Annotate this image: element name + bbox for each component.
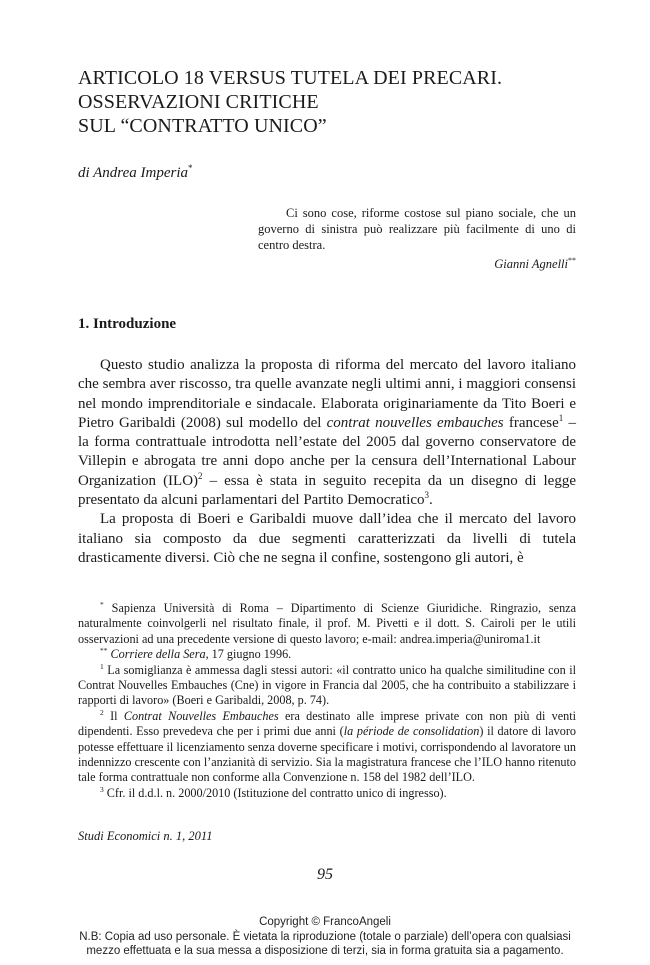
footnote-ref-2[interactable]: 2	[198, 470, 203, 481]
copyright-line-2: N.B: Copia ad uso personale. È vietata la riproduzione (totale o parziale) dell’opera con qualsiasi	[79, 930, 571, 943]
footnote-double-star-mark: **	[100, 646, 108, 656]
epigraph-attribution	[258, 253, 576, 272]
p1-italic-term: contrat nouvelles embauches	[326, 414, 504, 431]
section-heading: 1. Introduzione	[78, 316, 177, 332]
epigraph-quote: Ci sono cose, riforme costose sul piano sociale, che un governo di sinistra può realizzare più facilmente di uno di centro destra.	[258, 206, 576, 252]
footnote-double-star-source: Corriere della Sera	[110, 647, 206, 662]
author-byline	[78, 163, 193, 182]
footnote-2-mark: 2	[100, 707, 104, 717]
footnote-1-text: La somiglianza è ammessa dagli stessi autori: «il contratto unico ha qualche similitudine con il Contrat Nouvelles Embauches (Cne) in vigore in Francia dal 2005, che ha contribuito a stabilizzare i rapporti di lavoro» (Boeri e Garibaldi, 2008, p. 74).	[78, 662, 577, 708]
p1-text-e: – essa è stata in seguito recepita da un disegno di legge presentato da alcuni parlamentari del Partito Democratico	[78, 472, 576, 509]
footnote-1-mark: 1	[100, 661, 104, 671]
article-title	[78, 66, 598, 138]
epigraph	[258, 205, 576, 272]
footnote-ref-1[interactable]: 1	[558, 412, 564, 423]
author-footnote-mark[interactable]: *	[188, 163, 193, 173]
footnote-2-italic-b: Contrat Nouvelles Embauches	[123, 708, 279, 723]
journal-citation: Studi Economici n. 1, 2011	[78, 829, 213, 843]
footnote-3-text: Cfr. il d.d.l. n. 2000/2010 (Istituzione del contratto unico di ingresso).	[106, 785, 447, 800]
p1-text-f: .	[429, 492, 433, 509]
title-line-2: OSSERVAZIONI CRITICHE	[78, 91, 319, 113]
footnote-2	[78, 709, 576, 786]
footnote-2-text-a: Il	[110, 708, 124, 723]
title-line-3: SUL “CONTRATTO UNICO”	[78, 115, 327, 137]
footnote-star-text: Sapienza Università di Roma – Dipartimento di Scienze Giuridiche. Ringrazio, senza naturalmente coinvolgerli nel risultato finale, il prof. M. Pivetti e il dott. S. Cairoli per le utili osservazioni ad una precedente versione di questo lavoro; e-mail: andrea.imperia@uniroma1.it	[78, 601, 577, 646]
footnote-2-italic-d: la période de consolidation	[343, 724, 480, 739]
page-number: 95	[317, 866, 333, 883]
footnote-star-mark: *	[100, 599, 104, 609]
author-name: di Andrea Imperia	[78, 165, 188, 181]
title-line-1: ARTICOLO 18 VERSUS TUTELA DEI PRECARI.	[78, 67, 503, 89]
footnote-2-text-e: ) il datore di lavoro potesse effettuare il licenziamento senza doverne specificare i motivi, corrispondendo al lavoratore un indennizzo crescente con l’anzianità di servizio. Sia la magistratura francese che l’ILO hanno ritenuto tale forma contrattuale non conforme alla Convenzione n. 158 del 1982 dell’ILO.	[78, 724, 576, 785]
footnote-3	[78, 786, 576, 801]
epigraph-footnote-mark[interactable]: **	[568, 256, 576, 265]
footnote-ref-3[interactable]: 3	[424, 490, 430, 501]
paragraph-1	[78, 356, 576, 510]
paragraph-2: La proposta di Boeri e Garibaldi muove dall’idea che il mercato del lavoro italiano sia composto da due segmenti caratterizzati da livelli di tutela drasticamente diversi. Ciò che ne segna il confine, sostengono gli autori, è	[78, 511, 576, 566]
p1-text-a: Questo studio analizza la proposta di riforma del mercato del lavoro italiano che sembra aver riscosso, tra quelle avanzate negli ultimi anni, i maggiori consensi nel mondo imprenditoriale e sindacale. Elaborata originariamente da Tito Boeri e Pietro Garibaldi (2008) sul modello del	[78, 357, 576, 431]
footnote-star	[78, 601, 576, 647]
footnote-2-text-c: era destinato alle imprese private con non più di venti dipendenti. Esso prevedeva che per i primi due anni (	[78, 708, 577, 739]
body-text	[78, 356, 576, 568]
footnotes	[78, 601, 576, 801]
epigraph-author-name: Gianni Agnelli	[494, 257, 568, 272]
copyright-line-3: mezzo effettuata e la sua messa a disposizione di terzi, sia in forma gratuita sia a pagamento.	[86, 945, 564, 957]
footnote-3-mark: 3	[100, 784, 104, 794]
footnote-double-star	[78, 647, 576, 662]
copyright-notice	[0, 915, 650, 959]
p1-text-c: francese	[503, 414, 559, 431]
copyright-line-1: Copyright © FrancoAngeli	[259, 916, 391, 928]
p1-text-d: – la forma contrattuale introdotta nell’estate del 2005 dal governo conservatore de Villepin e abrogata tre anni dopo anche per la censura dell’International Labour Organization (ILO)	[78, 414, 576, 489]
footnote-double-star-text: , 17 giugno 1996.	[205, 647, 292, 662]
footnote-1	[78, 663, 576, 709]
